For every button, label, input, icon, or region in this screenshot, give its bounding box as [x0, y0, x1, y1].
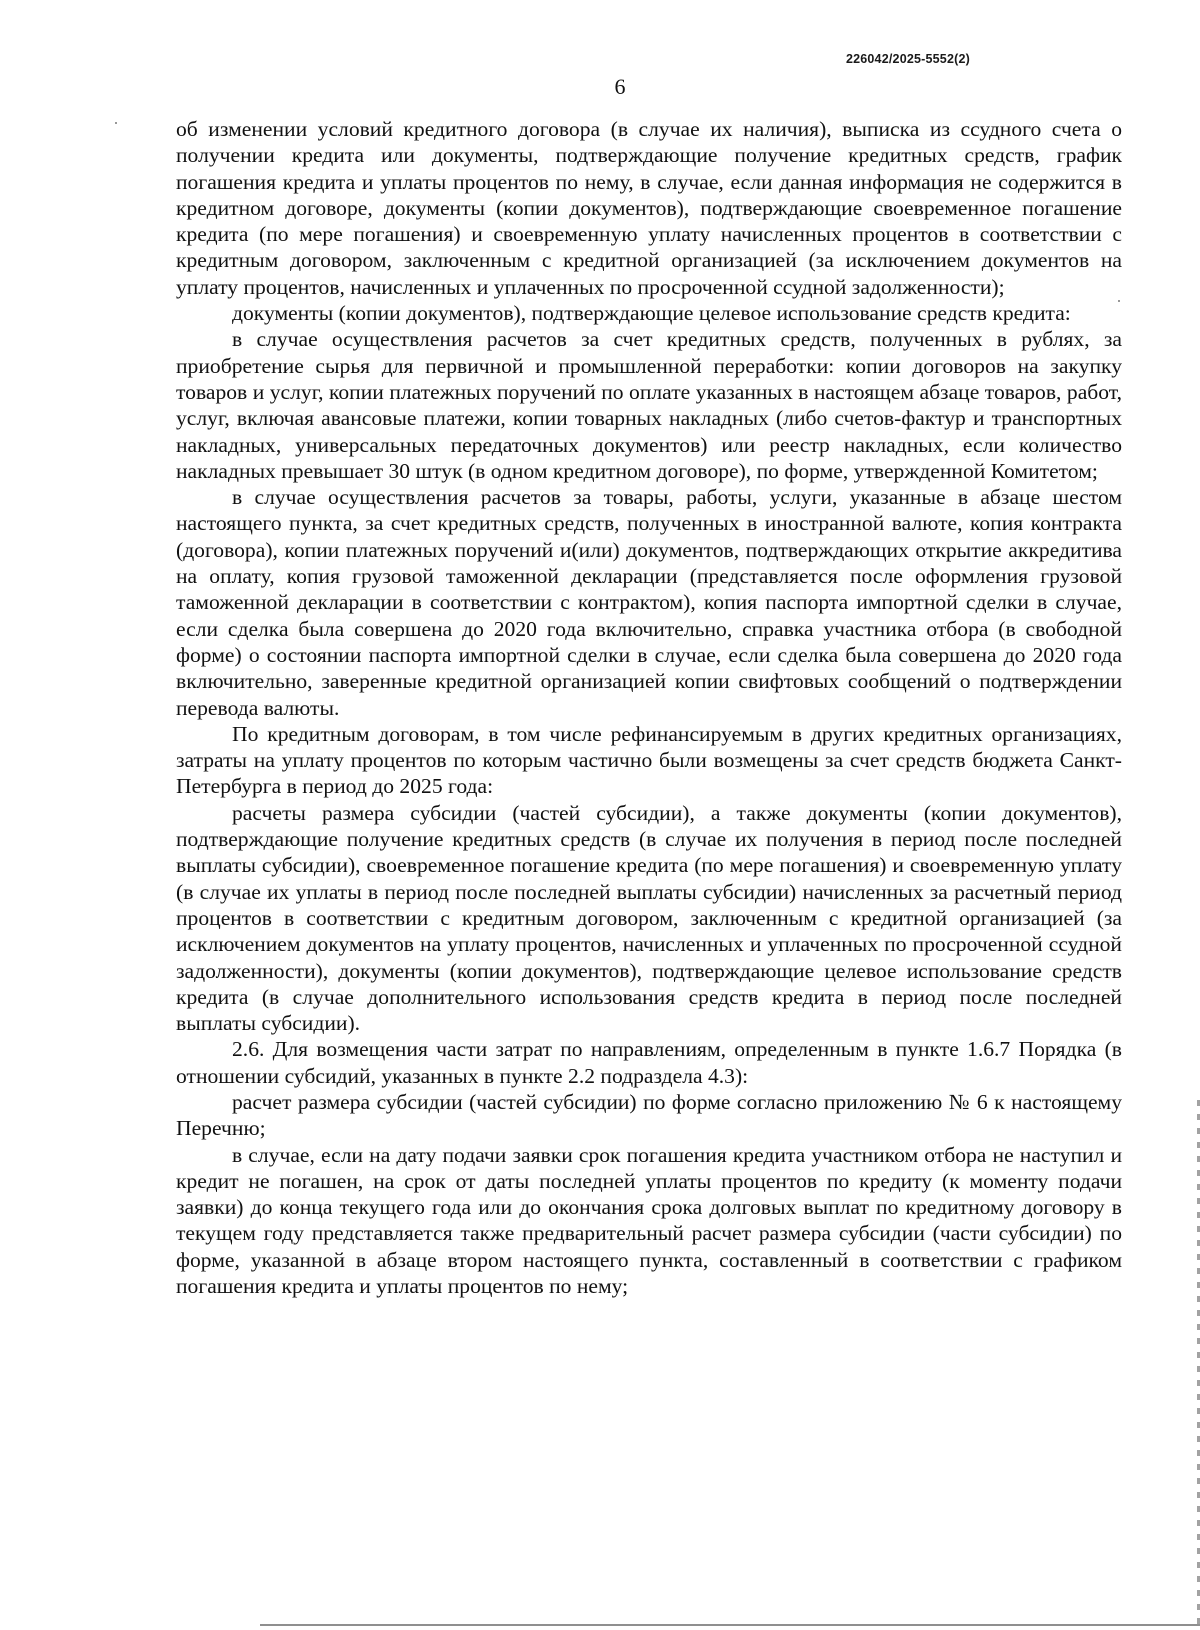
- paragraph: расчеты размера субсидии (частей субсидии), а также документы (копии документов), подтверждающие получение кредитных средств (в случае их получения в период после последней выплаты субсидии), своевременное погашение кредита (по мере погашения) и своевременную уплату (в случае их уплаты в период после последней выплаты субсидии) начисленных за расчетный период процентов в соответствии с кредитным договором, заключенным с кредитной организацией (за исключением документов на уплату процентов, начисленных и уплаченных по просроченной ссудной задолженности), документы (копии документов), подтверждающие целевое использование средств кредита (в случае дополнительного использования средств кредита в период после последней выплаты субсидии).: [176, 800, 1122, 1036]
- paragraph: в случае, если на дату подачи заявки срок погашения кредита участником отбора не наступил и кредит не погашен, на срок от даты последней уплаты процентов по кредиту (к моменту подачи заявки) до конца текущего года или до окончания срока долговых выплат по кредитному договору в текущем году представляется также предварительный расчет размера субсидии (части субсидии) по форме, указанной в абзаце втором настоящего пункта, составленный в соответствии с графиком погашения кредита и уплаты процентов по нему;: [176, 1142, 1122, 1299]
- scan-speck: [115, 122, 117, 124]
- paragraph: расчет размера субсидии (частей субсидии) по форме согласно приложению № 6 к настоящему Перечню;: [176, 1089, 1122, 1141]
- paragraph: документы (копии документов), подтверждающие целевое использование средств кредита:: [232, 301, 1071, 326]
- document-body: [176, 116, 1122, 1299]
- paragraph: в случае осуществления расчетов за счет кредитных средств, полученных в рублях, за приобретение сырья для первичной и промышленной переработки: копии договоров на закупку товаров и услуг, копии платежных поручений по оплате указанных в настоящем абзаце товаров, работ, услуг, включая авансовые платежи, копии товарных накладных (либо счетов-фактур и транспортных накладных, универсальных передаточных документов) или реестр накладных, если количество накладных превышает 30 штук (в одном кредитном договоре), по форме, утвержденной Комитетом;: [176, 327, 1122, 483]
- paragraph: об изменении условий кредитного договора (в случае их наличия), выписка из ссудного счета о получении кредита или документы, подтверждающие получение кредитных средств, график погашения кредита и уплаты процентов по нему, в случае, если данная информация не содержится в кредитном договоре, документы (копии документов), подтверждающие своевременное погашение кредита (по мере погашения) и своевременную уплату начисленных процентов в соответствии с кредитным договором, заключенным с кредитной организацией (за исключением документов на уплату процентов, начисленных и уплаченных по просроченной ссудной задолженности);: [176, 117, 1122, 299]
- page-number: 6: [614, 74, 626, 99]
- scan-speck: [1118, 300, 1120, 302]
- paragraph: 2.6. Для возмещения части затрат по направлениям, определенным в пункте 1.6.7 Порядка (в отношении субсидий, указанных в пункте 2.2 подраздела 4.3):: [176, 1037, 1122, 1088]
- scan-bottom-artifact: [260, 1624, 1200, 1626]
- paragraph: По кредитным договорам, в том числе рефинансируемым в других кредитных организациях, затраты на уплату процентов по которым частично были возмещены за счет средств бюджета Санкт-Петербурга в период до 2025 года:: [176, 721, 1122, 799]
- document-registration-number: 226042/2025-5552(2): [845, 52, 970, 66]
- paragraph: в случае осуществления расчетов за товары, работы, услуги, указанные в абзаце шестом настоящего пункта, за счет кредитных средств, полученных в иностранной валюте, копия контракта (договора), копии платежных поручений и(или) документов, подтверждающих открытие аккредитива на оплату, копия грузовой таможенной декларации (представляется после оформления грузовой таможенной декларации в соответствии с контрактом), копия паспорта импортной сделки в случае, если сделка была совершена до 2020 года включительно, справка участника отбора (в свободной форме) о состоянии паспорта импортной сделки в случае, если сделка была совершена до 2020 года включительно, заверенные кредитной организацией копии свифтовых сообщений о подтверждении перевода валюты.: [176, 485, 1122, 720]
